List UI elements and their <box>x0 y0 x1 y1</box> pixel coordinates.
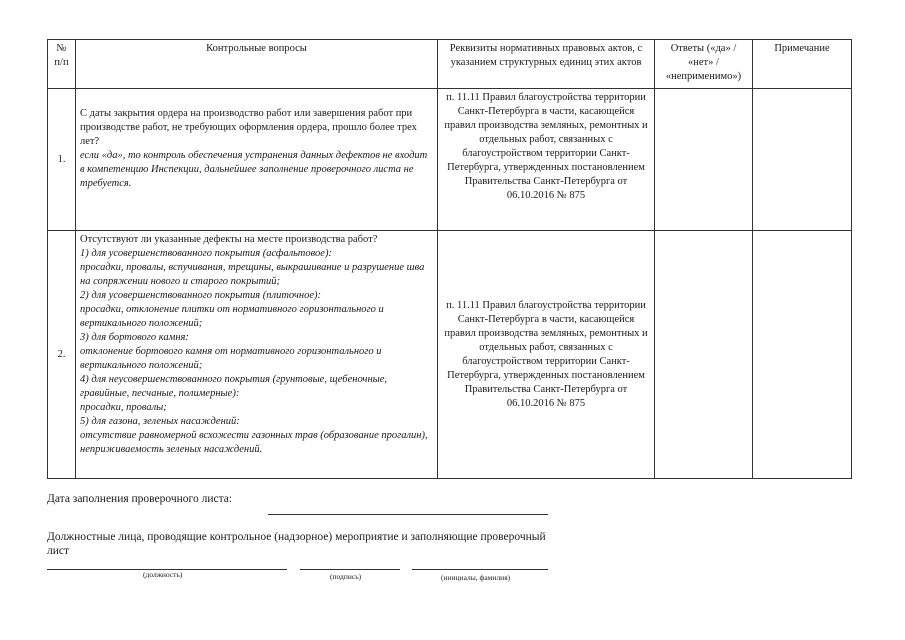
row-requisites: п. 11.11 Правил благоустройства территории Санкт-Петербурга в части, касающейся правил производства земляных, ремонтных и отдельных работ, связанных с благоустройством территории Санкт-Петербурга, утвержденных постановлением Правительства Санкт-Петербурга от 06.10.2016 № 875 <box>438 231 655 479</box>
question-item: просадки, провалы; <box>80 402 167 413</box>
date-line[interactable] <box>268 514 548 515</box>
question-item: 2) для усовершенствованного покрытия (плиточное): <box>80 290 321 301</box>
header-note: Примечание <box>753 40 852 89</box>
header-question: Контрольные вопросы <box>76 40 438 89</box>
date-label: Дата заполнения проверочного листа: <box>47 493 233 505</box>
name-caption: (инициалы, фамилия) <box>441 573 511 582</box>
question-item: просадки, провалы, вспучивания, трещины, выкрашивание и разрушение шва на сопряжении нового и старого покрытий; <box>80 262 425 287</box>
question-text: Отсутствуют ли указанные дефекты на месте производства работ? <box>80 234 378 245</box>
row-question-cell <box>76 89 438 231</box>
row-note-cell[interactable] <box>753 231 852 479</box>
name-line[interactable] <box>412 569 548 570</box>
header-answers: Ответы («да» / «нет» / «неприменимо») <box>655 40 753 89</box>
row-note-cell[interactable] <box>753 89 852 231</box>
question-item: 5) для газона, зеленых насаждений: <box>80 416 240 427</box>
row-num: 1. <box>48 89 76 231</box>
position-caption: (должность) <box>143 570 183 579</box>
question-note: если «да», то контроль обеспечения устранения данных дефектов не входит в компетенцию Инспекции, дальнейшее заполнение проверочного листа не требуется. <box>80 150 428 189</box>
officials-label: Должностные лица, проводящие контрольное (надзорное) мероприятие и заполняющие проверочный лист <box>47 531 546 557</box>
row-answer-cell[interactable] <box>655 89 753 231</box>
question-item: 4) для неусовершенствованного покрытия (грунтовые, щебеночные, гравийные, песчаные, полимерные): <box>80 374 388 399</box>
question-item: 3) для бортового камня: <box>80 332 189 343</box>
row-requisites: п. 11.11 Правил благоустройства территории Санкт-Петербурга в части, касающейся правил производства земляных, ремонтных и отдельных работ, связанных с благоустройством территории Санкт-Петербурга, утвержденных постановлением Правительства Санкт-Петербурга от 06.10.2016 № 875 <box>438 89 655 231</box>
question-text: С даты закрытия ордера на производство работ или завершения работ при производстве работ, не требующих оформления ордера, прошло более трех лет? <box>80 108 417 147</box>
table-row <box>48 89 852 231</box>
header-num: № п/п <box>48 40 76 89</box>
question-item: отклонение бортового камня от нормативного горизонтального и вертикального положений; <box>80 346 382 371</box>
row-question-cell <box>76 231 438 479</box>
row-answer-cell[interactable] <box>655 231 753 479</box>
signature-line[interactable] <box>300 569 400 570</box>
question-item: отсутствие равномерной всхожести газонных трав (образование прогалин), неприживаемость зеленых насаждений. <box>80 430 428 455</box>
row-num: 2. <box>48 231 76 479</box>
table-row <box>48 231 852 479</box>
question-item: просадки, отклонение плитки от нормативного горизонтального и вертикального положений; <box>80 304 384 329</box>
table-header-row <box>48 40 852 89</box>
question-item: 1) для усовершенствованного покрытия (асфальтовое): <box>80 248 332 259</box>
checklist-table <box>47 39 852 479</box>
header-requisites: Реквизиты нормативных правовых актов, с указанием структурных единиц этих актов <box>438 40 655 89</box>
signature-caption: (подпись) <box>330 572 362 581</box>
